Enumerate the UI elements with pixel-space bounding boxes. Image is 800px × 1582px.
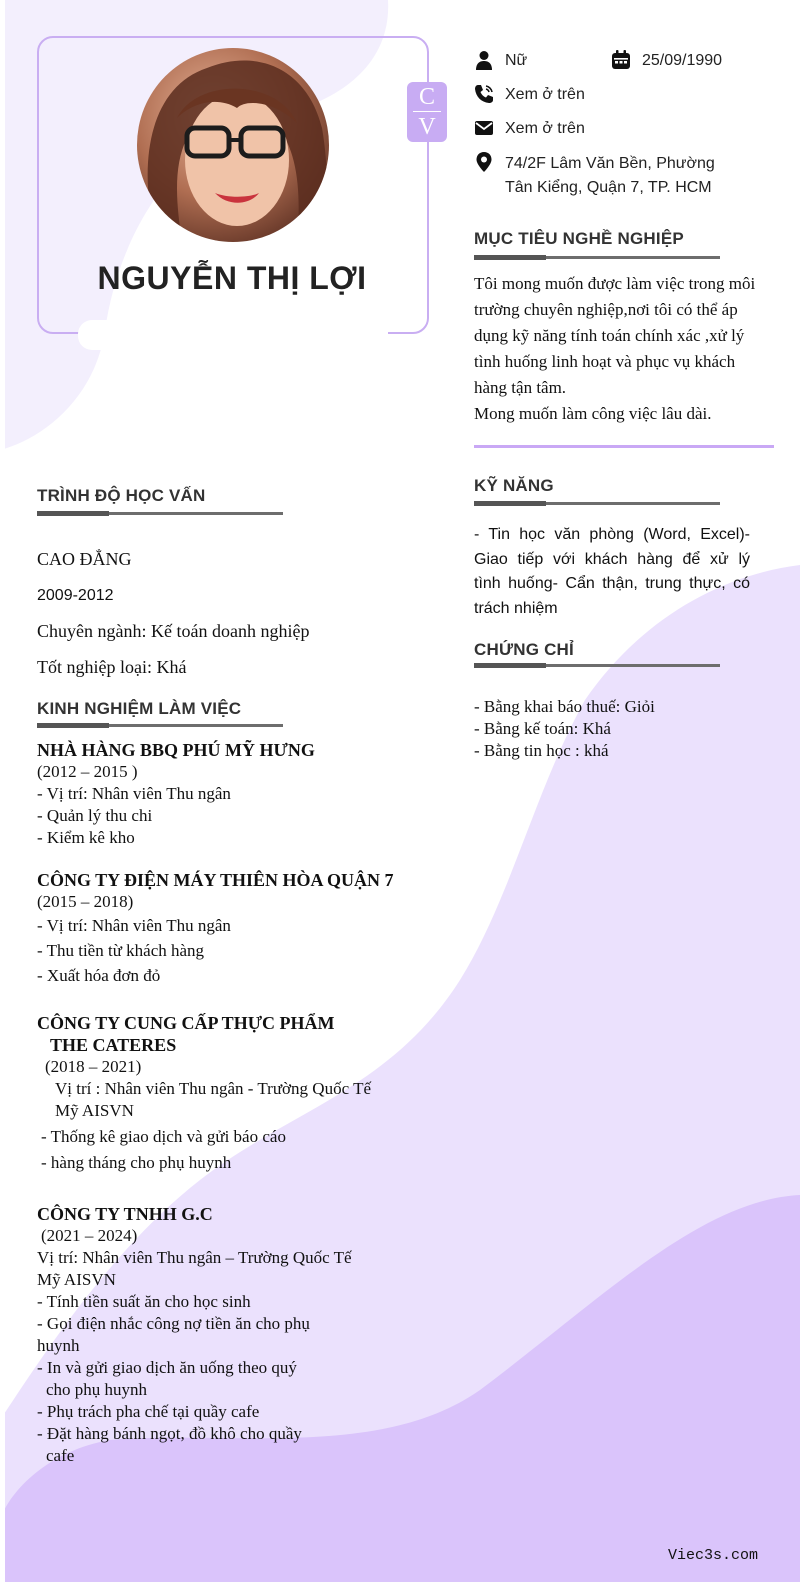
envelope-icon — [474, 118, 494, 138]
skills-title: KỸ NĂNG — [474, 476, 554, 495]
certificates-list — [474, 696, 655, 762]
address-line2: Tân Kiểng, Quận 7, TP. HCM — [505, 179, 712, 196]
job-company: NHÀ HÀNG BBQ PHÚ MỸ HƯNG — [37, 740, 315, 760]
certificates-title: CHỨNG CHỈ — [474, 640, 574, 659]
skills-line: - Tin học văn phòng (Word, Excel)- — [474, 526, 750, 543]
objective-divider — [474, 445, 774, 448]
job-line: huynh — [37, 1336, 80, 1355]
experience-title: KINH NGHIỆM LÀM VIỆC — [37, 699, 242, 718]
person-icon — [474, 50, 494, 70]
calendar-icon — [611, 50, 631, 70]
certificate-item: - Bằng tin học : khá — [474, 741, 609, 760]
job-line: - Thu tiền từ khách hàng — [37, 941, 205, 960]
skills-line: trách nhiệm — [474, 599, 558, 617]
job-line: - Tính tiền suất ăn cho học sinh — [37, 1292, 251, 1311]
job-period: (2018 – 2021) — [45, 1057, 142, 1076]
job-entry — [37, 1012, 371, 1176]
gender-value: Nữ — [505, 52, 528, 69]
skills-line: tình huống- Cẩn thận, trung thực, có — [474, 575, 750, 592]
candidate-name: NGUYỄN THỊ LỢI — [97, 260, 367, 296]
job-period: (2015 – 2018) — [37, 892, 134, 911]
job-line: - Vị trí: Nhân viên Thu ngân — [37, 916, 231, 935]
objective-title: MỤC TIÊU NGHỀ NGHIỆP — [474, 229, 684, 248]
job-line: Vị trí: Nhân viên Thu ngân – Trường Quốc Tế — [37, 1248, 352, 1267]
job-entry — [37, 869, 394, 988]
job-company: CÔNG TY TNHH G.C — [37, 1204, 213, 1224]
birthdate-value: 25/09/1990 — [642, 52, 723, 69]
job-line: - Vị trí: Nhân viên Thu ngân — [37, 784, 231, 803]
education-level: CAO ĐẲNG — [37, 549, 132, 569]
cv-badge — [407, 82, 447, 142]
job-line: cho phụ huynh — [46, 1380, 148, 1399]
job-line: - Xuất hóa đơn đỏ — [37, 966, 161, 985]
watermark: Viec3s.com — [668, 1547, 759, 1564]
job-company: CÔNG TY ĐIỆN MÁY THIÊN HÒA QUẬN 7 — [37, 870, 394, 890]
job-line: - Thống kê giao dịch và gửi báo cáo — [41, 1127, 286, 1146]
job-line: - Kiểm kê kho — [37, 828, 135, 847]
certificates-rule — [474, 664, 720, 667]
phone-icon — [474, 84, 494, 104]
job-line: - In và gửi giao dịch ăn uống theo quý — [37, 1358, 297, 1377]
skills-text — [474, 523, 750, 621]
objective-rule — [474, 256, 720, 259]
job-period: (2012 – 2015 ) — [37, 762, 138, 781]
job-company: THE CATERES — [50, 1035, 177, 1055]
objective-line: tình huống linh hoạt và phục vụ khách — [474, 352, 736, 371]
education-years: 2009-2012 — [37, 587, 114, 604]
location-pin-icon — [474, 152, 494, 172]
education-title: TRÌNH ĐỘ HỌC VẤN — [37, 486, 206, 505]
education-rule — [37, 512, 283, 515]
phone-value: Xem ở trên — [505, 86, 585, 103]
job-line: - Phụ trách pha chế tại quầy cafe — [37, 1402, 260, 1421]
skills-line: Giao tiếp với khách hàng để xử lý — [474, 550, 750, 568]
address-line1: 74/2F Lâm Văn Bền, Phường — [505, 155, 715, 172]
cv-badge-top: C — [418, 84, 435, 110]
education-major: Chuyên ngành: Kế toán doanh nghiệp — [37, 621, 310, 641]
objective-line: Tôi mong muốn được làm việc trong môi — [474, 274, 756, 293]
job-line: Vị trí : Nhân viên Thu ngân - Trường Quốc Tế — [55, 1079, 371, 1098]
job-line: Mỹ AISVN — [37, 1270, 116, 1289]
job-entry — [37, 739, 315, 849]
objective-line: hàng tận tâm. — [474, 378, 567, 397]
skills-rule — [474, 502, 720, 505]
cv-badge-bottom: V — [418, 114, 436, 140]
objective-line: trường chuyên nghiệp,nơi tôi có thể áp — [474, 300, 738, 319]
job-line: - Quản lý thu chi — [37, 806, 153, 825]
job-line: - Đặt hàng bánh ngọt, đồ khô cho quầy — [37, 1424, 302, 1443]
certificate-item: - Bằng kế toán: Khá — [474, 719, 611, 738]
email-value: Xem ở trên — [505, 120, 585, 137]
position-band — [78, 320, 388, 350]
job-entry — [37, 1203, 352, 1467]
objective-line: dụng kỹ năng tính toán chính xác ,xử lý — [474, 326, 745, 345]
experience-rule — [37, 724, 283, 727]
job-line: cafe — [46, 1446, 75, 1465]
avatar — [137, 48, 329, 242]
job-company: CÔNG TY CUNG CẤP THỰC PHẨM — [37, 1013, 335, 1033]
job-line: Mỹ AISVN — [55, 1101, 134, 1120]
objective-line: Mong muốn làm công việc lâu dài. — [474, 404, 712, 423]
certificate-item: - Bằng khai báo thuế: Giỏi — [474, 697, 655, 716]
job-line: - Gọi điện nhắc công nợ tiền ăn cho phụ — [37, 1314, 310, 1333]
job-line: - hàng tháng cho phụ huynh — [41, 1153, 232, 1172]
education-grade: Tốt nghiệp loại: Khá — [37, 657, 187, 677]
objective-text — [474, 271, 784, 427]
job-period: (2021 – 2024) — [41, 1226, 138, 1245]
